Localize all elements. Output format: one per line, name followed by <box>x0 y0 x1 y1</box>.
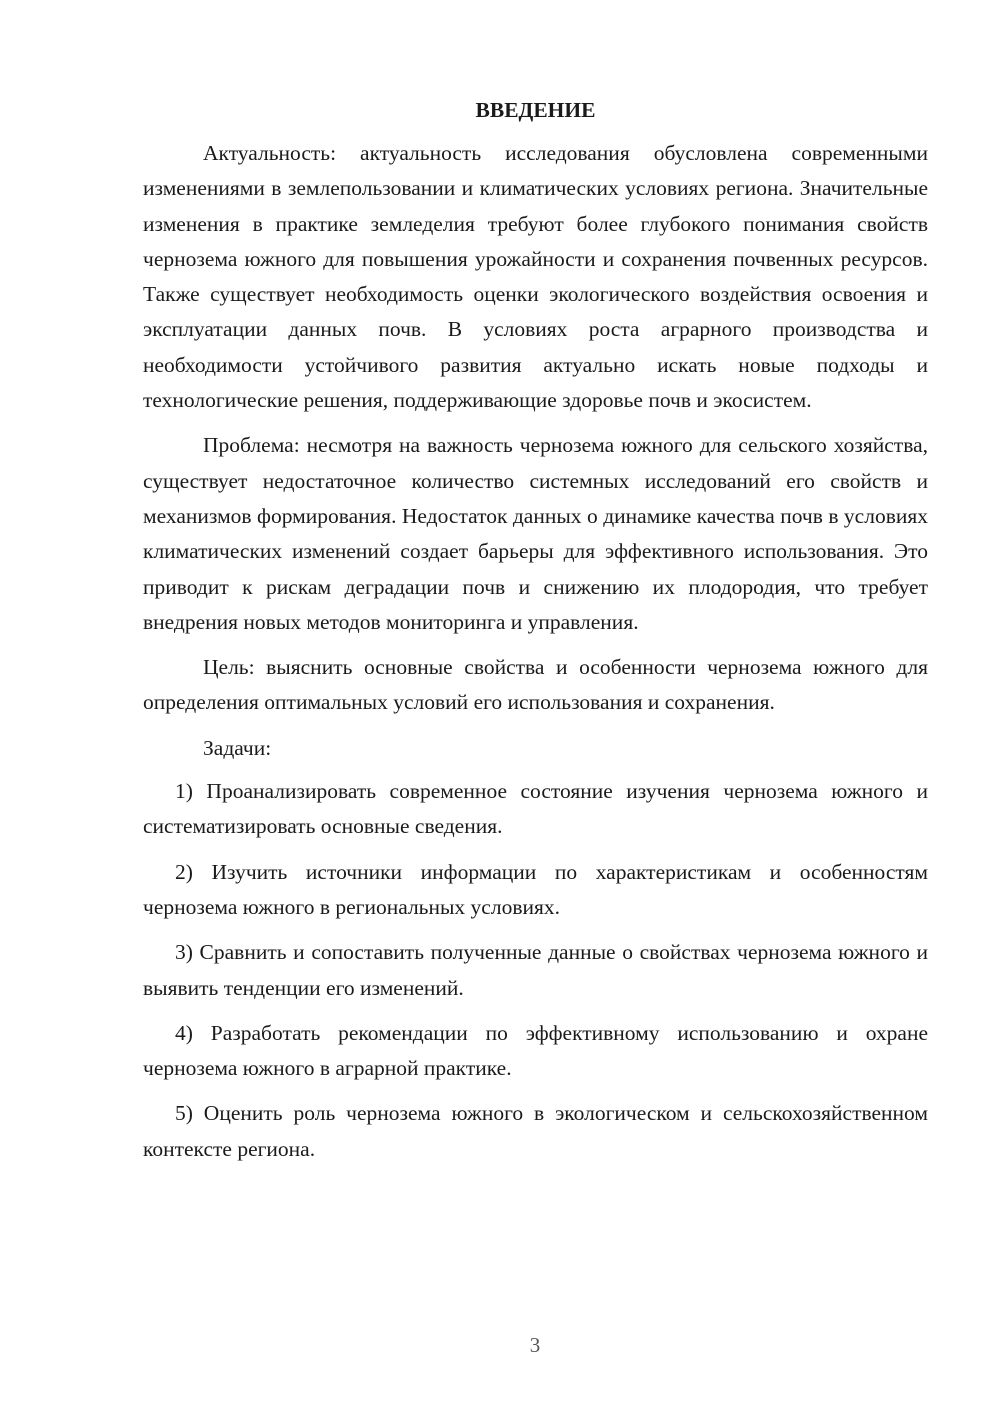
page-title: ВВЕДЕНИЕ <box>475 98 596 122</box>
task-item: 5) Оценить роль чернозема южного в экологическом и сельскохозяйственном контексте региона. <box>143 1101 928 1161</box>
goal-paragraph: Цель: выяснить основные свойства и особенности чернозема южного для определения оптимальных условий его использования и сохранения. <box>143 655 928 715</box>
task-item: 2) Изучить источники информации по характеристикам и особенностям чернозема южного в региональных условиях. <box>143 859 928 919</box>
task-item: 3) Сравнить и сопоставить полученные данные о свойствах чернозема южного и выявить тенденции его изменений. <box>143 940 928 1000</box>
relevance-paragraph: Актуальность: актуальность исследования обусловлена современными изменениями в землепользовании и климатических условиях региона. Значительные изменения в практике земледелия требуют более глубокого понимания свойств чернозема южного для повышения урожайности и сохранения почвенных ресурсов. Также существует необходимость оценки экологического воздействия освоения и эксплуатации данных почв. В условиях роста аграрного производства и необходимости устойчивого развития актуально искать новые подходы и технологические решения, поддерживающие здоровье почв и экосистем. <box>143 141 928 413</box>
page-number: 3 <box>529 1333 541 1357</box>
document-page <box>143 92 928 1177</box>
problem-paragraph: Проблема: несмотря на важность чернозема южного для сельского хозяйства, существует недостаточное количество системных исследований его свойств и механизмов формирования. Недостаток данных о динамике качества почв в условиях климатических изменений создает барьеры для эффективного использования. Это приводит к рискам деградации почв и снижению их плодородия, что требует внедрения новых методов мониторинга и управления. <box>143 433 928 634</box>
tasks-heading: Задачи: <box>203 735 272 760</box>
task-item: 1) Проанализировать современное состояние изучения чернозема южного и систематизировать основные сведения. <box>143 779 928 839</box>
task-list <box>143 774 928 1167</box>
task-item: 4) Разработать рекомендации по эффективному использованию и охране чернозема южного в аграрной практике. <box>143 1020 928 1081</box>
